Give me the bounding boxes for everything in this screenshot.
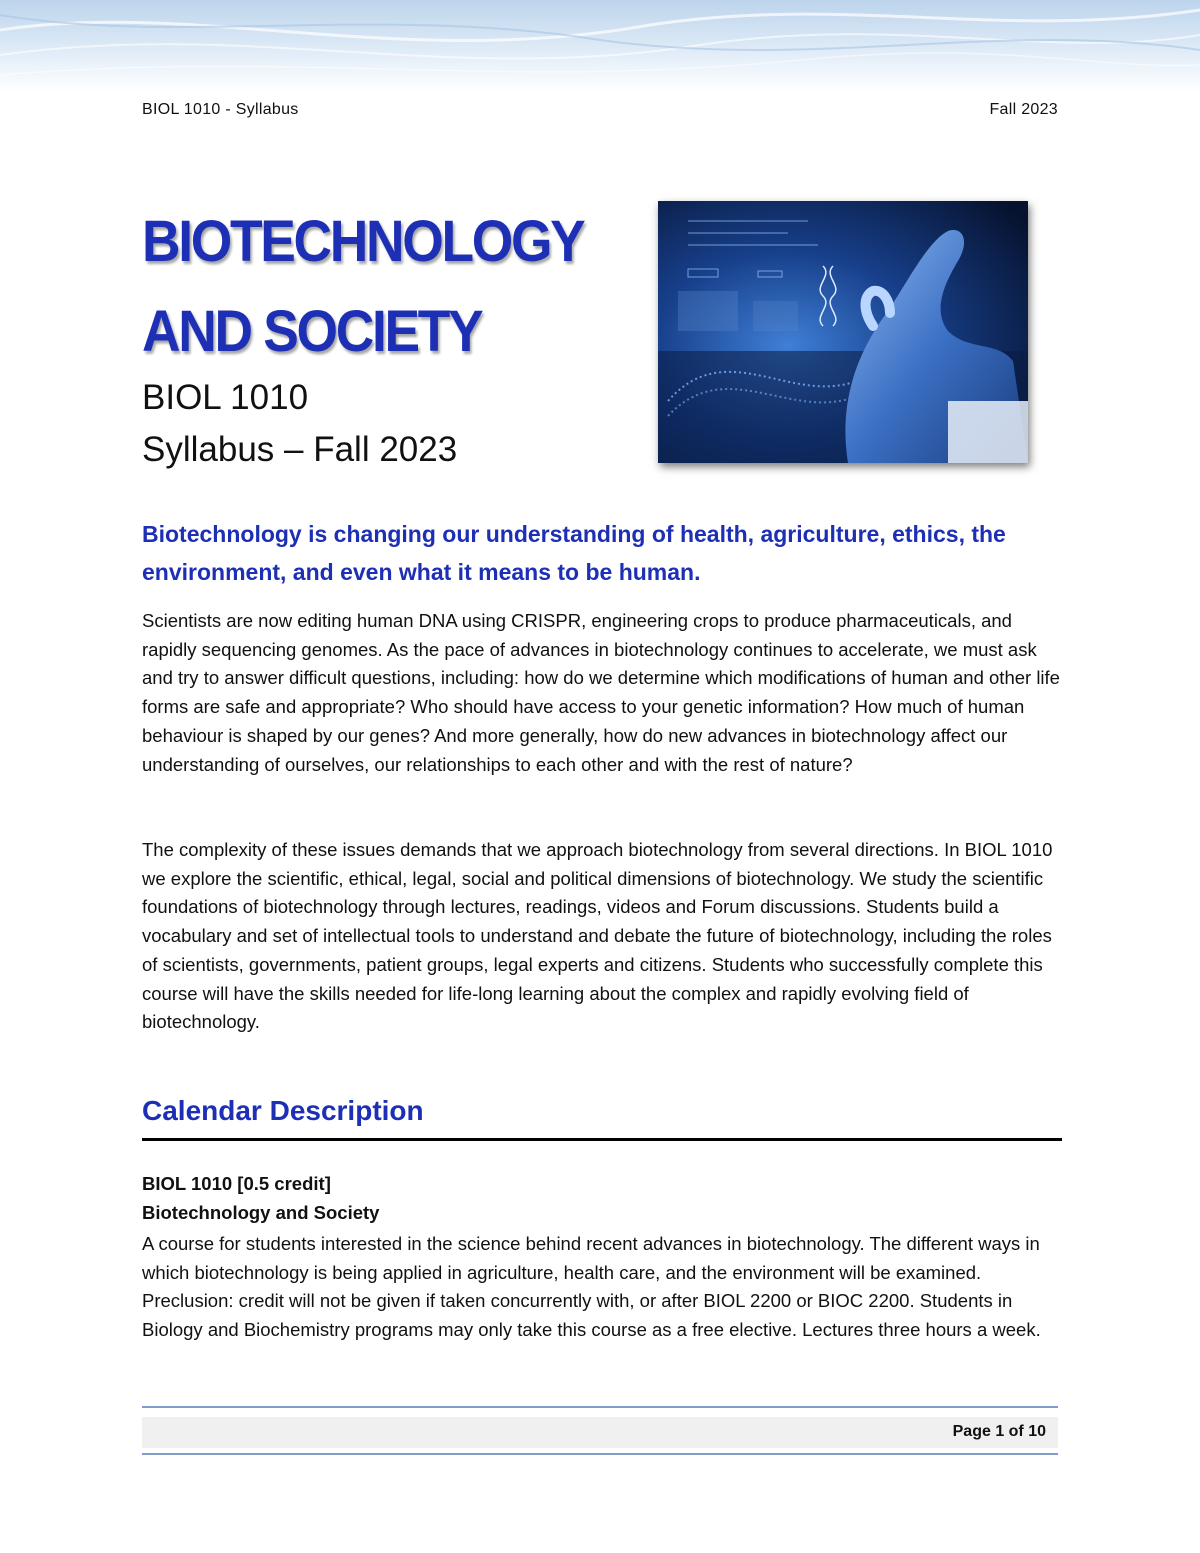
course-code: BIOL 1010 xyxy=(142,378,309,417)
document-title xyxy=(142,197,583,377)
calendar-course-code: BIOL 1010 [0.5 credit] xyxy=(142,1173,331,1194)
footer-rule-top xyxy=(142,1406,1058,1408)
dna-gloved-hand-image xyxy=(658,201,1028,463)
calendar-course-name: Biotechnology and Society xyxy=(142,1202,380,1223)
header-left-text: BIOL 1010 - Syllabus xyxy=(142,101,299,118)
course-term: Syllabus – Fall 2023 xyxy=(142,430,458,469)
header-right-text: Fall 2023 xyxy=(989,101,1058,118)
banner-wave-graphic xyxy=(0,0,1200,92)
title-line-1: BIOTECHNOLOGY xyxy=(142,209,584,274)
page-number: Page 1 of 10 xyxy=(952,1423,1046,1440)
section-divider xyxy=(142,1138,1062,1141)
calendar-description: A course for students interested in the science behind recent advances in biotechnology. The different ways in which biotechnology is being applied in agriculture, health care, and the environment will be examined. Preclusion: credit will not be given if taken concurrently with, or after BIOL 2200 or BIOC 2200. Students in Biology and Biochemistry programs may only take this course as a free elective. Lectures three hours a week. xyxy=(142,1233,1041,1341)
footer-bar xyxy=(142,1417,1058,1448)
intro-paragraph-1: Scientists are now editing human DNA using CRISPR, engineering crops to produce pharmaceuticals, and rapidly sequencing genomes. As the pace of advances in biotechnology continues to accelerate, we must ask and try to answer difficult questions, including: how do we determine which modifications of human and other life forms are safe and appropriate? Who should have access to your genetic information? How much of human behaviour is shaped by our genes? And more generally, how do new advances in biotechnology affect our understanding of ourselves, our relationships to each other and with the rest of nature? xyxy=(142,610,1060,775)
title-line-2: AND SOCIETY xyxy=(142,299,482,364)
tagline: Biotechnology is changing our understanding of health, agriculture, ethics, the environment, and even what it means to be human. xyxy=(142,521,1006,585)
calendar-heading: Calendar Description xyxy=(142,1095,424,1126)
footer-rule-bottom xyxy=(142,1453,1058,1455)
header-banner xyxy=(0,0,1200,92)
intro-paragraph-2: The complexity of these issues demands that we approach biotechnology from several directions. In BIOL 1010 we explore the scientific, ethical, legal, social and political dimensions of biotechnology. We study the scientific foundations of biotechnology through lectures, readings, videos and Forum discussions. Students build a vocabulary and set of intellectual tools to understand and debate the future of biotechnology, including the roles of scientists, governments, patient groups, legal experts and citizens. Students who successfully complete this course will have the skills needed for life-long learning about the complex and rapidly evolving field of biotechnology. xyxy=(142,839,1053,1033)
course-info xyxy=(142,372,457,476)
